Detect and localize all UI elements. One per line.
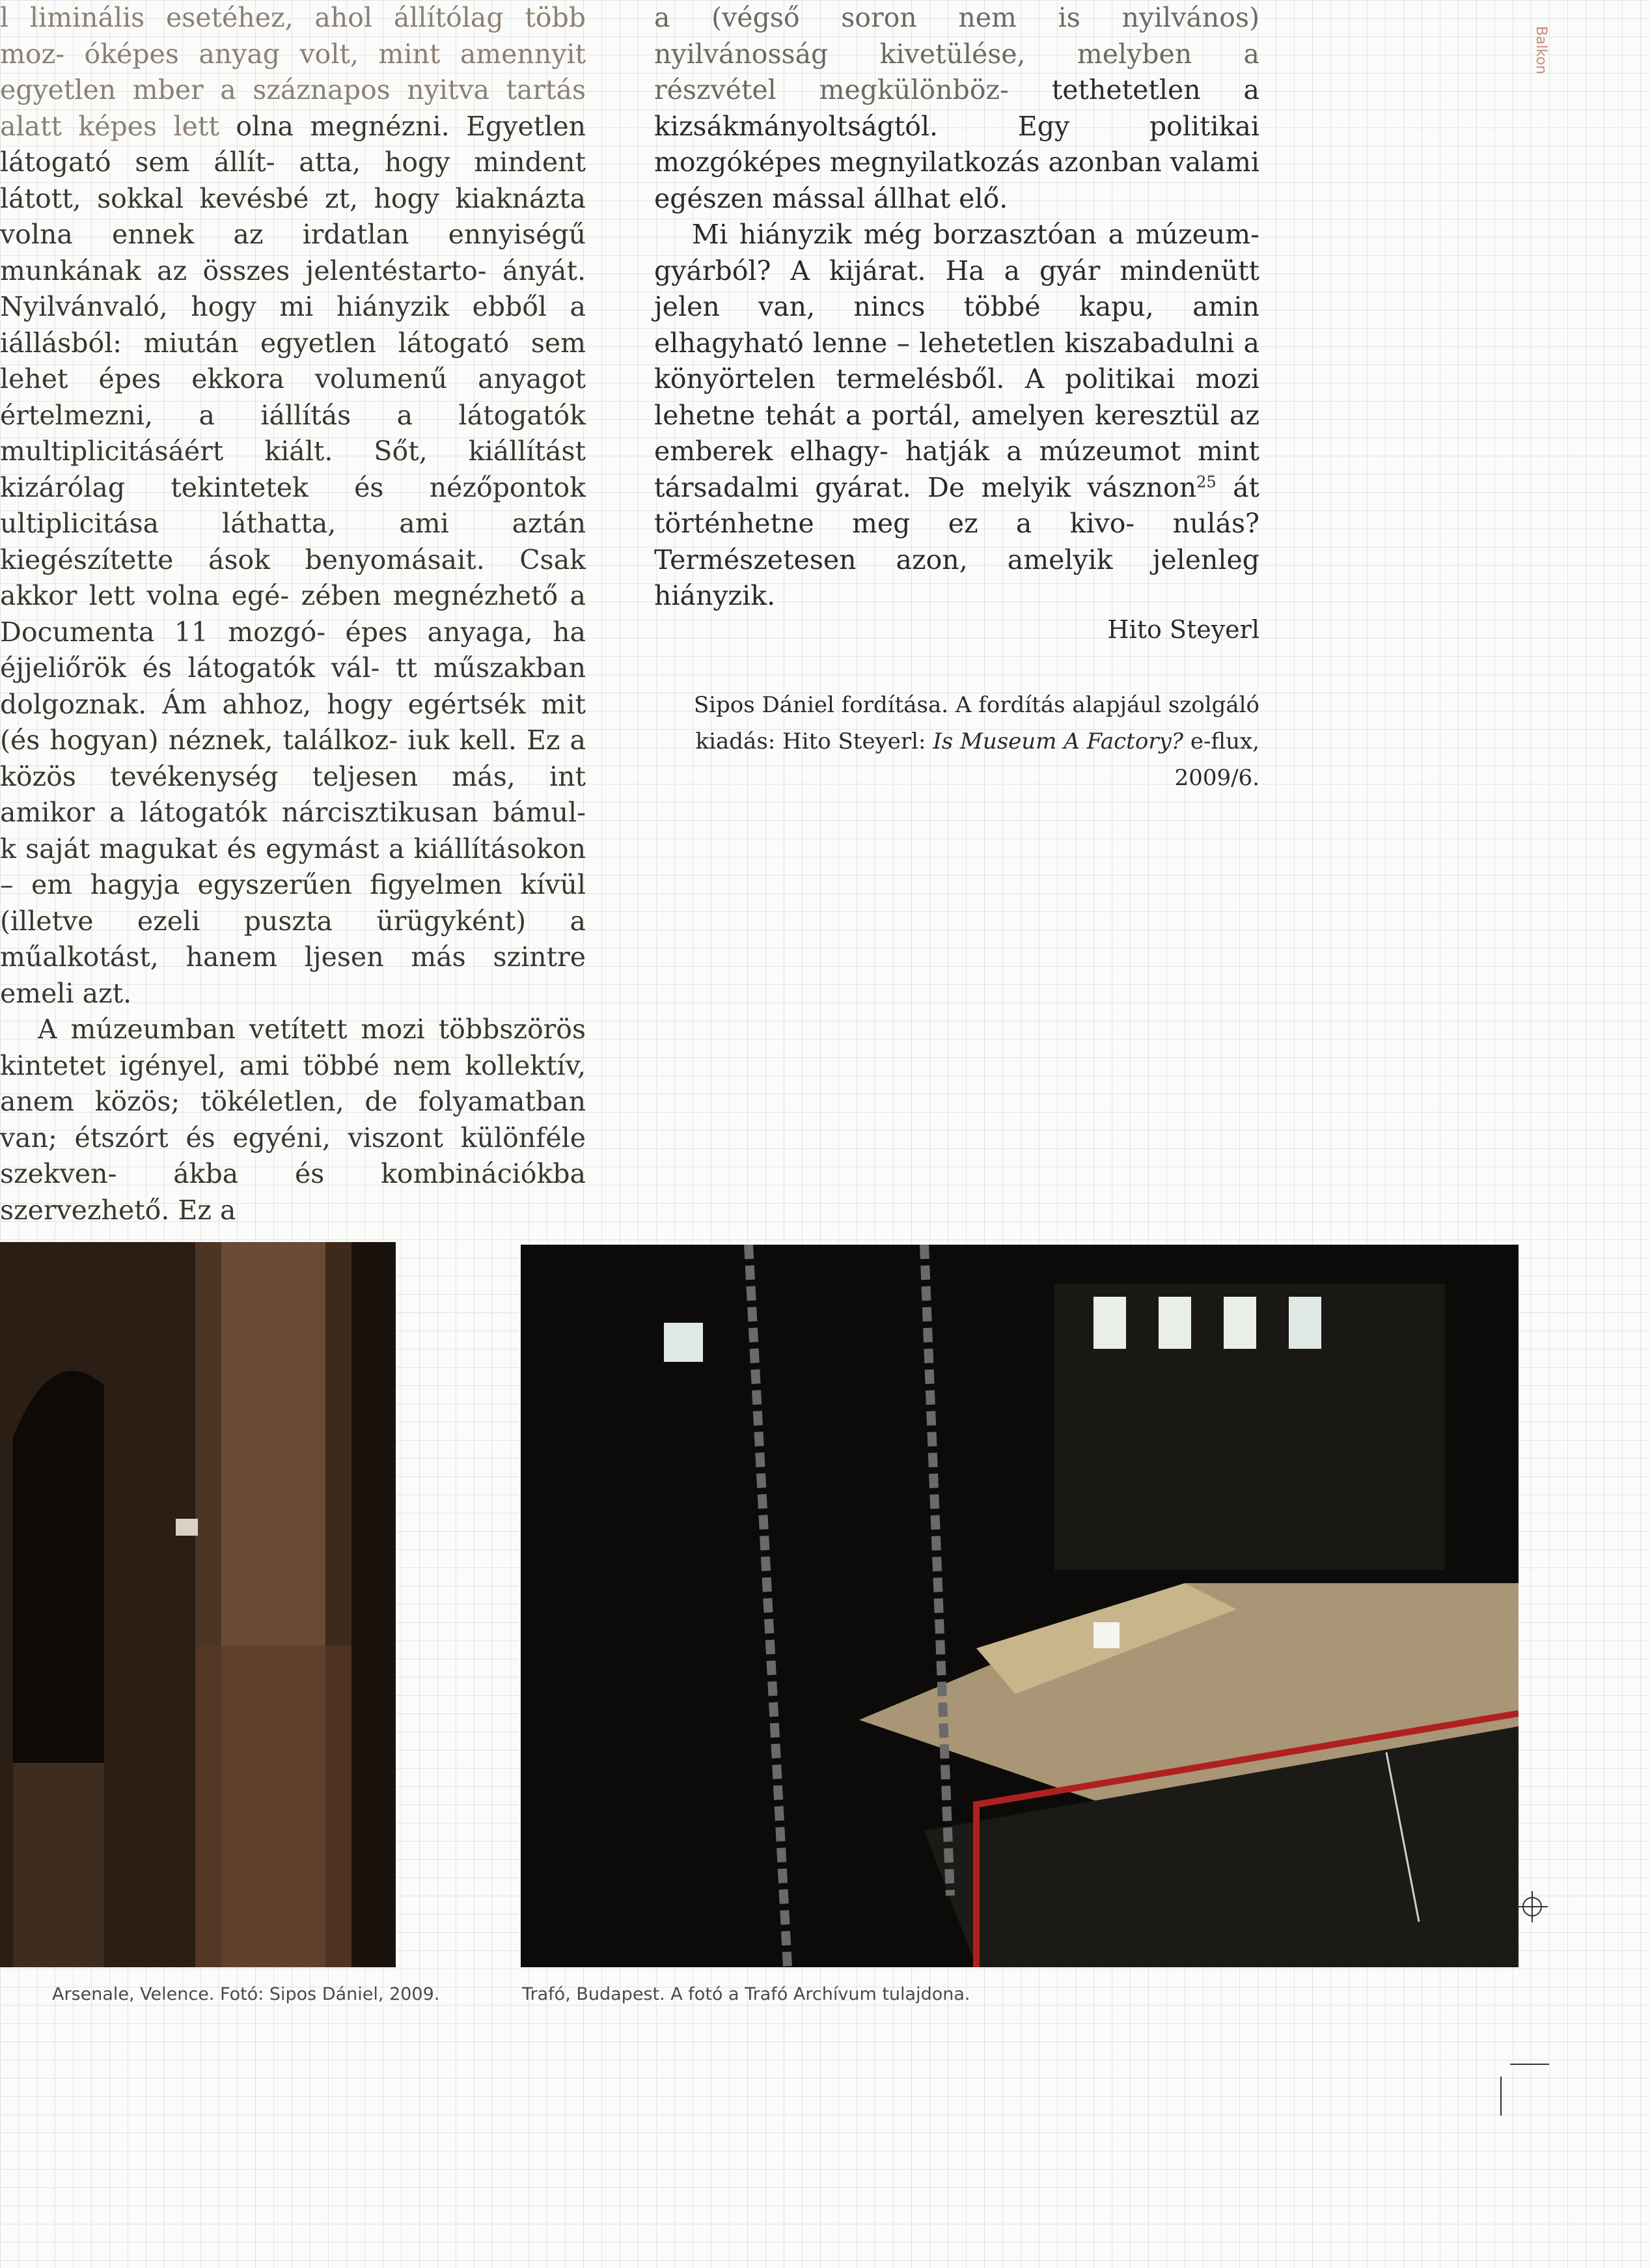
translator-note-suffix: e-flux, 2009/6. xyxy=(1174,728,1259,791)
text-line: zt, hogy kiaknázta volna ennek az irdatlan xyxy=(0,182,586,250)
footnote-marker: 25 xyxy=(1196,472,1217,491)
running-head: Balkon xyxy=(1533,26,1549,75)
text-line: nulás? Természetesen azon, amelyik jelenleg xyxy=(654,508,1259,575)
left-paragraph-2 xyxy=(0,1012,586,1228)
text-line: ennyiségű munkának az összes jelentéstarto- xyxy=(0,219,586,286)
text-line: olna megnézni. Egyetlen látogató sem állít- xyxy=(0,110,586,178)
translator-note-title: Is Museum A Factory? xyxy=(933,728,1184,754)
text-line: a (végső soron nem is nyilvános) nyilvánosság xyxy=(654,2,1259,70)
text-line: mber a száznapos nyitva tartás alatt képes lett xyxy=(0,74,586,142)
text-line: ások benyomásait. Csak akkor lett volna egé- xyxy=(0,544,586,611)
text-line: iállítás a látogatók multiplicitásáért kiált. Sőt, xyxy=(0,399,586,467)
text-line: óképes anyag volt, mint amennyit egyetlen xyxy=(0,38,586,105)
text-line: ultiplicitása láthatta, ami aztán kiegészítette xyxy=(0,508,586,575)
text-line: iállásból: miután egyetlen látogató sem lehet xyxy=(0,327,586,394)
text-line: em hagyja egyszerűen figyelmen kívül (illetve xyxy=(0,869,586,937)
right-paragraph-2 xyxy=(654,217,1259,615)
arsenale-illustration xyxy=(0,1242,396,1967)
text-line: A múzeumban vetített mozi többszörös xyxy=(38,1014,586,1045)
text-line: egértsék mit (és hogyan) néznek, találkoz- xyxy=(0,688,586,756)
text-line: termelésből. A politikai mozi lehetne tehát a xyxy=(654,363,1259,431)
text-line: gyárból? A kijárat. Ha a gyár mindenütt jelen xyxy=(654,255,1259,322)
trafo-illustration xyxy=(521,1245,1519,1967)
text-line: lenne – lehetetlen kiszabadulni a könyörtelen xyxy=(654,327,1259,394)
text-line: int amikor a látogatók nárcisztikusan bámul- xyxy=(0,760,586,828)
crop-mark-vertical xyxy=(1500,2077,1502,2116)
text-line: zében megnézhető a Documenta 11 mozgó- xyxy=(0,580,586,648)
text-line: ljesen más szintre emeli azt. xyxy=(0,941,586,1009)
text-line: ányát. Nyilvánvaló, hogy mi hiányzik ebből a xyxy=(0,255,586,322)
text-line: épes anyaga, ha éjjeliőrök és látogatók vál- xyxy=(0,616,586,684)
text-line: ákba és kombinációkba szervezhető. Ez a xyxy=(0,1158,586,1226)
text-line-with-footnote: melyik vásznon$^{25}$ át történhetne meg ez a kivo- xyxy=(654,471,1260,539)
text-line: anem közös; tökéletlen, de folyamatban van; xyxy=(0,1086,586,1154)
translator-note-prefix: Sipos Dániel fordítása. A fordítás alapjául szolgáló kiadás: Hito Steyerl: xyxy=(693,692,1259,754)
text-line: kintetet igényel, ami többé nem kollektív, xyxy=(0,1049,586,1081)
caption-trafo: Trafó, Budapest. A fotó a Trafó Archívum tulajdona. xyxy=(522,1984,970,2004)
text-line: kiállítást kizárólag tekintetek és nézőpontok xyxy=(0,436,586,503)
text-line: hatják a múzeumot mint társadalmi gyárat. De xyxy=(654,436,1259,503)
left-text-column xyxy=(0,0,586,1228)
text-line: étszórt és egyéni, viszont különféle szekven- xyxy=(0,1122,586,1189)
text-line: ezeli puszta ürügyként) a műalkotást, hanem xyxy=(0,905,586,973)
author-signature: Hito Steyerl xyxy=(1107,615,1259,644)
text-line: hiányzik. xyxy=(654,580,776,611)
registration-mark xyxy=(1517,1891,1548,1922)
caption-arsenale: Arsenale, Velence. Fotó: Sipos Dániel, 2009. xyxy=(52,1984,440,2004)
text-line: épes ekkora volumenű anyagot értelmezni, a xyxy=(0,363,586,431)
photo-arsenale xyxy=(0,1242,396,1967)
text-line: l liminális esetéhez, ahol állítólag több moz- xyxy=(0,2,586,70)
text-line: atta, hogy mindent látott, sokkal kevésbé xyxy=(0,146,586,214)
text-line: iuk kell. Ez a közös tevékenység teljesen más, xyxy=(0,725,586,792)
text-line: portál, amelyen keresztül az emberek elhagy- xyxy=(654,399,1259,467)
text-line: k saját magukat és egymást a kiállításokon – xyxy=(0,833,586,900)
crop-mark-horizontal xyxy=(1510,2064,1549,2065)
right-paragraph-1 xyxy=(654,0,1259,217)
text-line: tt műszakban dolgoznak. Ám ahhoz, hogy xyxy=(0,652,586,720)
left-paragraph-1 xyxy=(0,0,586,1012)
text-line: van, nincs többé kapu, amin elhagyható xyxy=(654,291,1259,359)
text-line: tethetetlen a kizsákmányoltságtól. Egy politikai xyxy=(654,74,1259,142)
text-line: kivetülése, melyben a részvétel megkülönböz- xyxy=(654,38,1259,105)
translator-note xyxy=(654,687,1259,796)
right-text-column xyxy=(654,0,1259,615)
photo-trafo xyxy=(521,1245,1519,1967)
text-line: egészen mással állhat elő. xyxy=(654,182,1008,214)
text-line: mozgóképes megnyilatkozás azonban valami xyxy=(654,146,1259,178)
text-line: Mi hiányzik még borzasztóan a múzeum- xyxy=(692,219,1259,250)
